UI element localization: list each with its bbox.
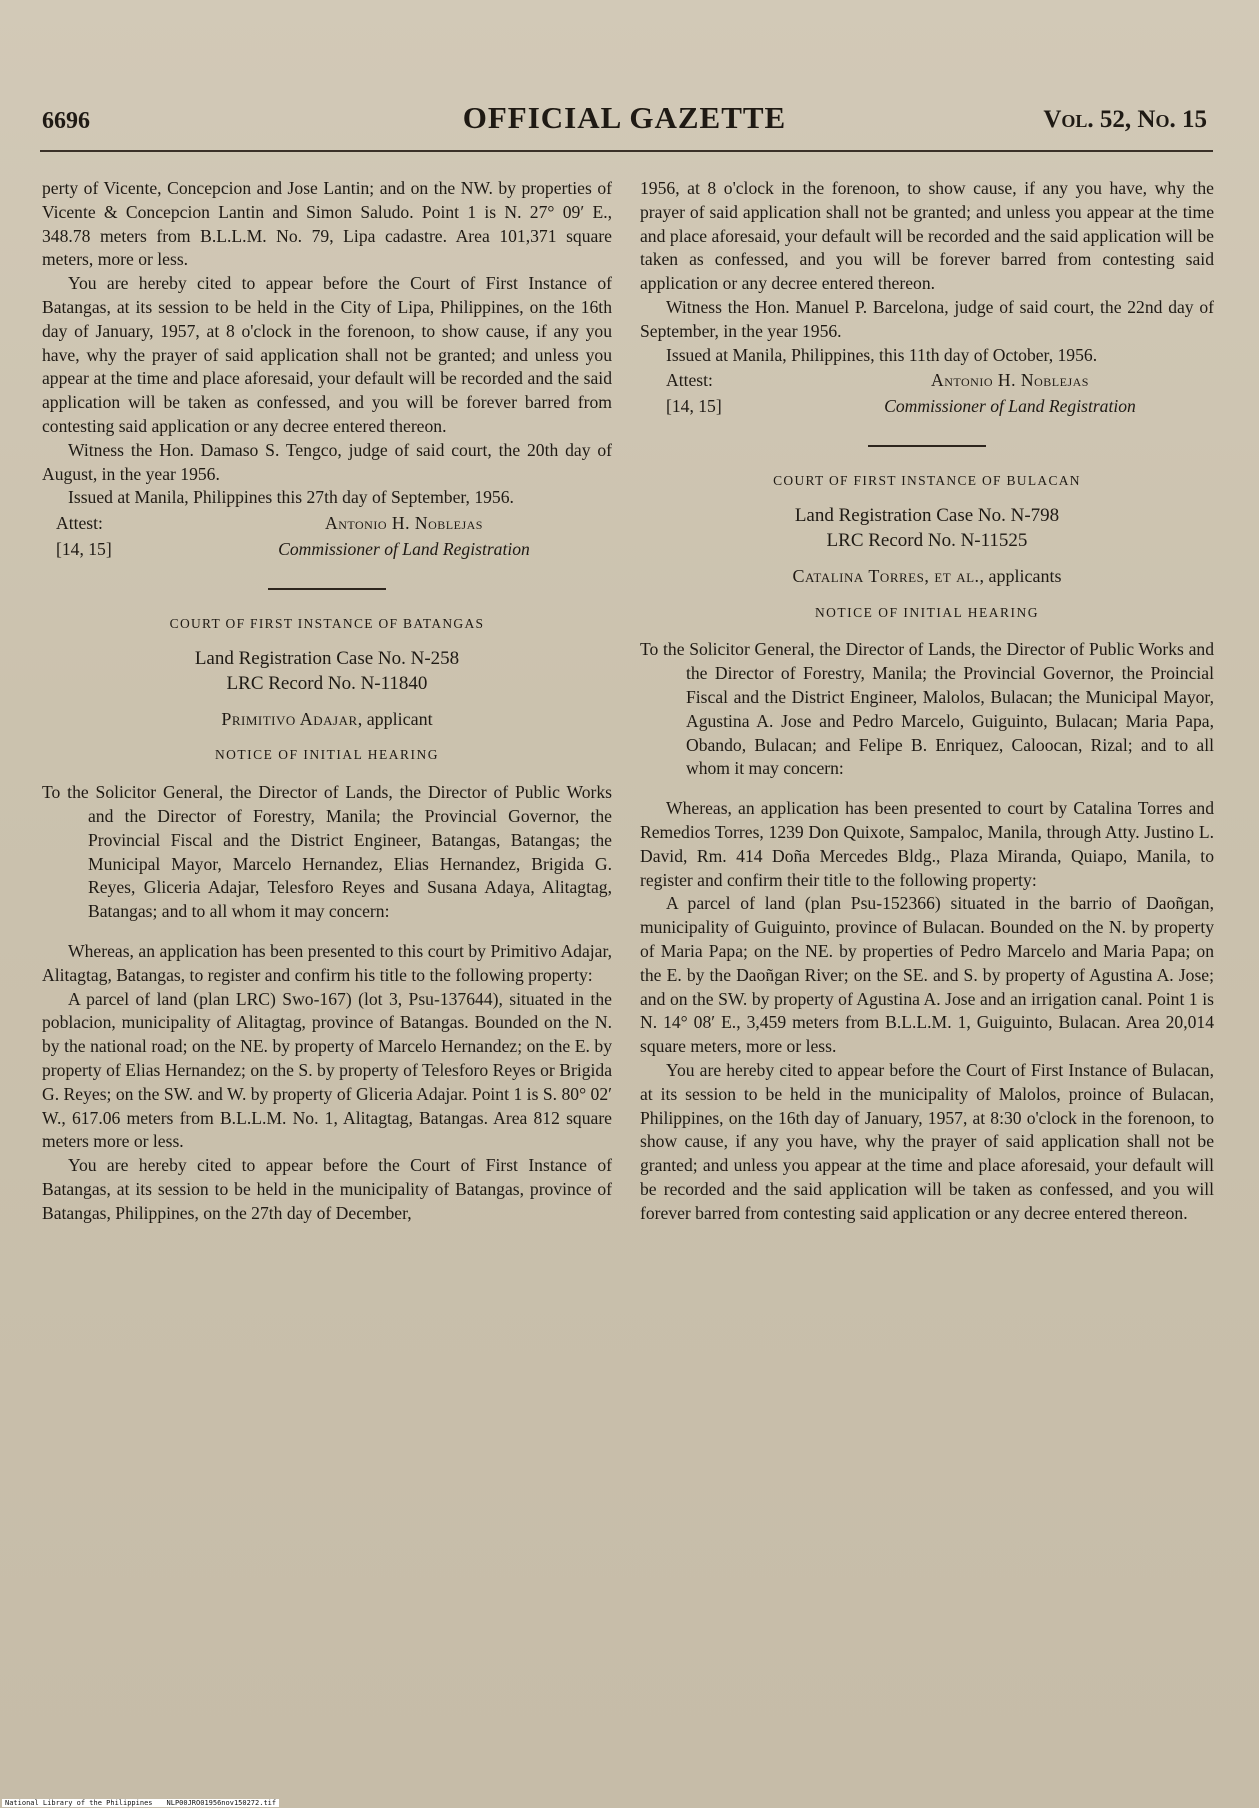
court-heading: COURT OF FIRST INSTANCE OF BATANGAS bbox=[169, 615, 485, 631]
court-heading: COURT OF FIRST INSTANCE OF BULACAN bbox=[773, 472, 1081, 488]
attest-name: Antonio H. Noblejas bbox=[325, 513, 483, 534]
applicant-line bbox=[42, 708, 612, 732]
whereas-paragraph: Whereas, an application has been presented to this court by Primitivo Adajar, Alitagtag, Batangas, to register and confirm his title to the following property: bbox=[42, 940, 612, 985]
continued-paragraph: perty of Vicente, Concepcion and Jose Lantin; and on the NW. by properties of Vicente & Concepcion Lantin and Simon Saludo. Point 1 is N. 27° 09′ E., 348.78 meters from B.L.L.M. No. 79, Lipa cadastre. Area 101,371 square meters, more or less. bbox=[42, 178, 612, 270]
cited-paragraph-2: You are hereby cited to appear before the Court of First Instance of Batangas, at its session to be held in the municipality of Batangas, province of Batangas, Philippines, on the 27th day of December, bbox=[42, 1155, 612, 1223]
case-number: Land Registration Case No. N-798 bbox=[794, 504, 1060, 526]
publication-title: OFFICIAL GAZETTE bbox=[462, 100, 787, 135]
record-number: LRC Record No. N-11525 bbox=[826, 529, 1028, 551]
witness-paragraph: Witness the Hon. Damaso S. Tengco, judge of said court, the 20th day of August, in the year 1956. bbox=[42, 439, 612, 484]
issued-paragraph: Issued at Manila, Philippines this 27th day of September, 1956. bbox=[68, 487, 514, 508]
section-divider bbox=[868, 445, 986, 447]
issue-reference: [14, 15] bbox=[56, 538, 112, 559]
parcel-paragraph: A parcel of land (plan LRC) Swo-167) (lot 3, Psu-137644), situated in the poblacion, municipality of Alitagtag, province of Batangas. Bounded on the N. by the national road; on the NE. by property of Marcelo Hernandez; on the E. by property of Elias Hernandez; on the S. by property of Telesforo Reyes or Brigida G. Reyes; on the SW. and W. by property of Gliceria Adajar. Point 1 is S. 80° 02′ W., 617.06 meters from B.L.L.M. No. 1, Alitagtag, Batangas. Area 812 square meters more or less. bbox=[42, 988, 612, 1152]
witness-paragraph: Witness the Hon. Manuel P. Barcelona, judge of said court, the 22nd day of September, in the year 1956. bbox=[640, 296, 1214, 341]
cited-paragraph: You are hereby cited to appear before the Court of First Instance of Bulacan, at its session to be held in the municipality of Malolos, proince of Bulacan, Philippines, on the 16th day of January, 1957, at 8:30 o'clock in the forenoon, to show cause, if any you have, why the prayer of said application shall not be granted; and unless you appear at the time and place aforesaid, your default will be recorded and the said application will be taken as confessed, and you will forever barred from contesting said application or any decree entered thereon. bbox=[640, 1059, 1214, 1223]
notice-heading: NOTICE OF INITIAL HEARING bbox=[214, 747, 440, 763]
addressees-paragraph: To the Solicitor General, the Director of Lands, the Director of Public Works and the Director of Forestry, Manila; the Provincial Governor, the Proincial Fiscal and the District Engineer, Malolos, Bulacan; the Municipal Mayor, Agustina A. Jose and Pedro Marcelo, Guiguinto, Bulacan; Maria Papa, Obando, Bulacan; and Felipe B. Enriquez, Caloocan, Rizal; and to all whom it may concern: bbox=[640, 639, 1214, 779]
applicant-suffix: , applicants bbox=[979, 565, 1062, 586]
parcel-paragraph: A parcel of land (plan Psu-152366) situated in the barrio of Daoñgan, municipality of Guiguinto, province of Bulacan. Bounded on the N. by property of Maria Papa; on the NE. by properties of Pedro Marcelo and Maria Papa; on the E. by the Daoñgan River; on the SE. and S. by property of Agustina A. Jose; and on the SW. by property of Agustina A. Jose and an irrigation canal. Point 1 is N. 14° 08′ E., 3,459 meters from B.L.L.M. 1, Guiguinto, Bulacan. Area 20,014 square meters, more or less. bbox=[640, 893, 1214, 1057]
attest-block bbox=[640, 369, 1214, 393]
applicant-name: Primitivo Adajar bbox=[221, 708, 358, 729]
attest-block bbox=[42, 512, 612, 536]
attest-label: Attest: bbox=[56, 513, 103, 534]
cited-paragraph: You are hereby cited to appear before the Court of First Instance of Batangas, at its session to be held in the City of Lipa, Philippines, on the 16th day of January, 1957, at 8 o'clock in the forenoon, to show cause, if any you have, why the prayer of said application shall not be granted; and unless you appear at the time and place aforesaid, your default will be recorded and the said application will be taken as confessed, and you will be forever barred from contesting said application or any decree entered thereon. bbox=[42, 273, 612, 436]
attest-label: Attest: bbox=[666, 370, 713, 391]
continued-paragraph: 1956, at 8 o'clock in the forenoon, to show cause, if any you have, why the prayer of said application shall not be granted; and unless you appear at the time and place aforesaid, your default will be recorded and the said application will be taken as confessed, and you will be forever barred from contesting said application or any decree entered thereon. bbox=[640, 178, 1214, 294]
record-number: LRC Record No. N-11840 bbox=[226, 672, 428, 694]
header-rule bbox=[40, 150, 1213, 152]
attest-title: Commissioner of Land Registration bbox=[884, 396, 1136, 417]
scan-footer bbox=[2, 1799, 279, 1807]
page-number: 6696 bbox=[42, 108, 90, 134]
library-label: National Library of the Philippines bbox=[5, 1799, 153, 1807]
left-column bbox=[42, 177, 612, 1225]
file-name: NLP00JRO01956nov150272.tif bbox=[166, 1799, 277, 1807]
applicant-line bbox=[640, 565, 1214, 589]
attest-name: Antonio H. Noblejas bbox=[931, 370, 1089, 391]
applicant-name: Catalina Torres, et al. bbox=[792, 565, 980, 586]
issue-reference: [14, 15] bbox=[666, 396, 722, 417]
addressees-paragraph: To the Solicitor General, the Director of Lands, the Director of Public Works and the Director of Forestry, Manila; the Provincial Governor, the Provincial Fiscal and the District Engineer, Batangas, Batangas; the Municipal Mayor, Marcelo Hernandez, Elias Hernandez, Brigida G. Reyes, Gliceria Adajar, Telesforo Reyes and Susana Adaya, Alitagtag, Batangas; and to all whom it may concern: bbox=[42, 782, 612, 922]
section-divider bbox=[268, 588, 386, 590]
issued-paragraph: Issued at Manila, Philippines, this 11th day of October, 1956. bbox=[666, 344, 1098, 365]
whereas-paragraph: Whereas, an application has been presented to court by Catalina Torres and Remedios Torres, 1239 Don Quixote, Sampaloc, Manila, through Atty. Justino L. David, Rm. 414 Doña Mercedes Bldg., Plaza Miranda, Quiapo, Manila, to register and confirm their title to the following property: bbox=[640, 798, 1214, 890]
attest-title-row bbox=[640, 395, 1214, 419]
right-column bbox=[640, 177, 1214, 1225]
applicant-suffix: , applicant bbox=[357, 708, 433, 729]
page-header bbox=[42, 98, 1207, 142]
volume-number: Vol. 52, No. 15 bbox=[1043, 106, 1207, 133]
notice-heading: NOTICE OF INITIAL HEARING bbox=[814, 604, 1040, 620]
case-number: Land Registration Case No. N-258 bbox=[194, 647, 460, 669]
attest-title-row bbox=[42, 538, 612, 562]
attest-title: Commissioner of Land Registration bbox=[278, 538, 530, 559]
